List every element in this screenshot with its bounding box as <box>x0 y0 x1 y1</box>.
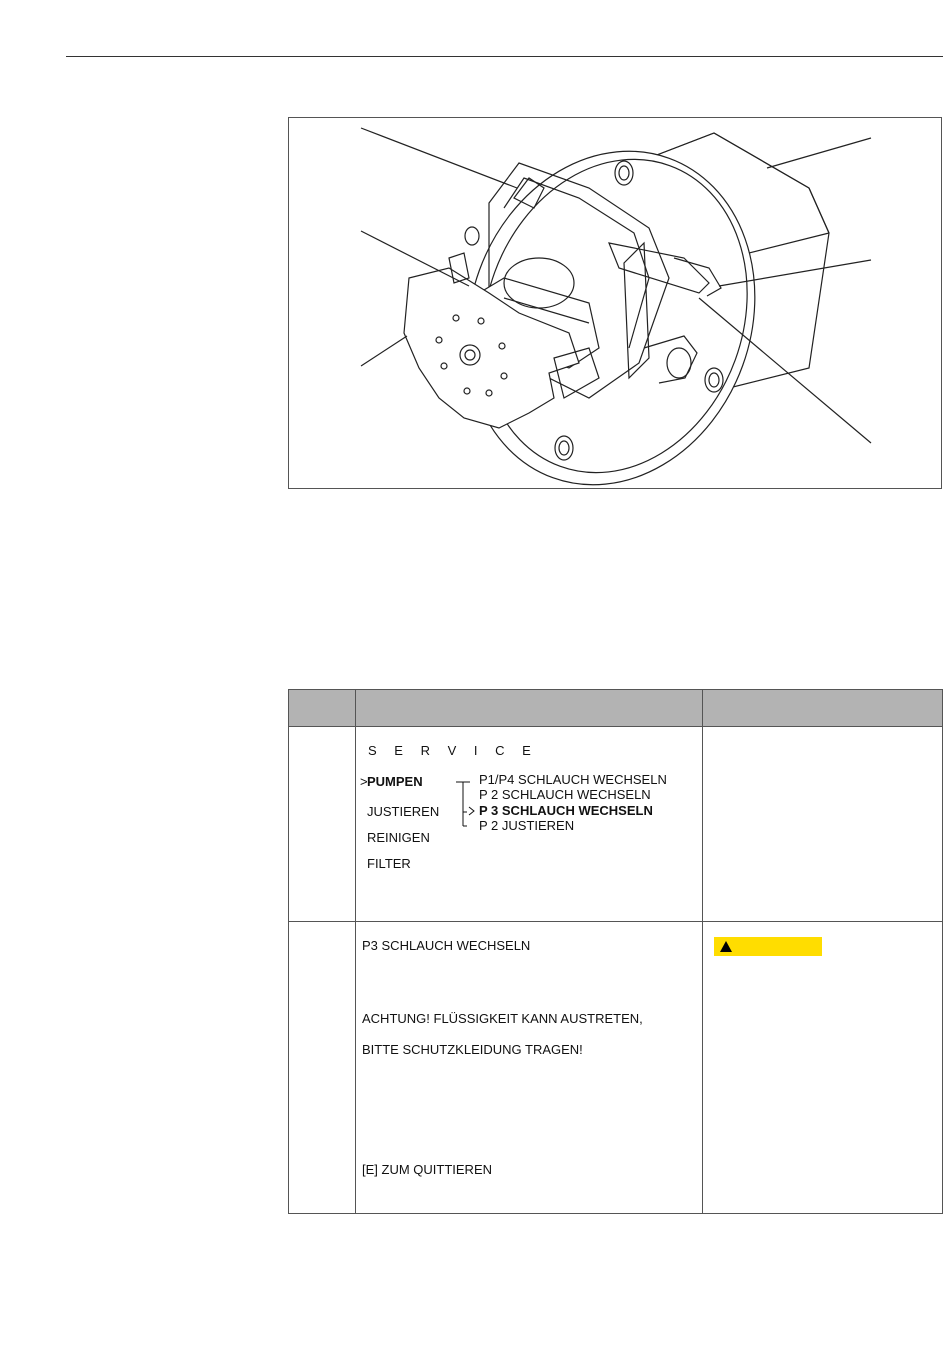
menu-item-filter[interactable]: FILTER <box>367 856 411 871</box>
tube-change-title: P3 SCHLAUCH WECHSELN <box>362 938 531 953</box>
row-divider <box>289 921 942 922</box>
menu-item-pumpen[interactable]: PUMPEN <box>367 774 423 789</box>
warning-triangle-icon <box>720 941 732 952</box>
warning-text-line-2: BITTE SCHUTZKLEIDUNG TRAGEN! <box>362 1042 583 1057</box>
submenu-item-p2-justieren[interactable]: P 2 JUSTIEREN <box>479 818 575 833</box>
service-title: S E R V I C E <box>368 743 538 758</box>
confirm-hint: [E] ZUM QUITTIEREN <box>362 1162 492 1177</box>
procedure-table <box>288 689 943 1214</box>
menu-item-reinigen[interactable]: REINIGEN <box>367 830 430 845</box>
pump-figure <box>288 117 942 489</box>
peristaltic-pump-drawing <box>289 118 942 489</box>
header-rule <box>66 56 943 57</box>
menu-item-justieren[interactable]: JUSTIEREN <box>367 804 440 819</box>
submenu-item-p1p4[interactable]: P1/P4 SCHLAUCH WECHSELN <box>479 772 667 787</box>
submenu-item-p2-schlauch[interactable]: P 2 SCHLAUCH WECHSELN <box>479 787 651 802</box>
submenu-item-p3-schlauch[interactable]: P 3 SCHLAUCH WECHSELN <box>479 803 653 818</box>
column-divider <box>702 690 703 1213</box>
warning-text-line-1: ACHTUNG! FLÜSSIGKEIT KANN AUSTRETEN, <box>362 1011 643 1026</box>
table-header <box>289 690 942 727</box>
column-divider <box>355 690 356 1213</box>
menu-cursor: > <box>360 774 368 789</box>
warning-badge <box>714 937 822 956</box>
